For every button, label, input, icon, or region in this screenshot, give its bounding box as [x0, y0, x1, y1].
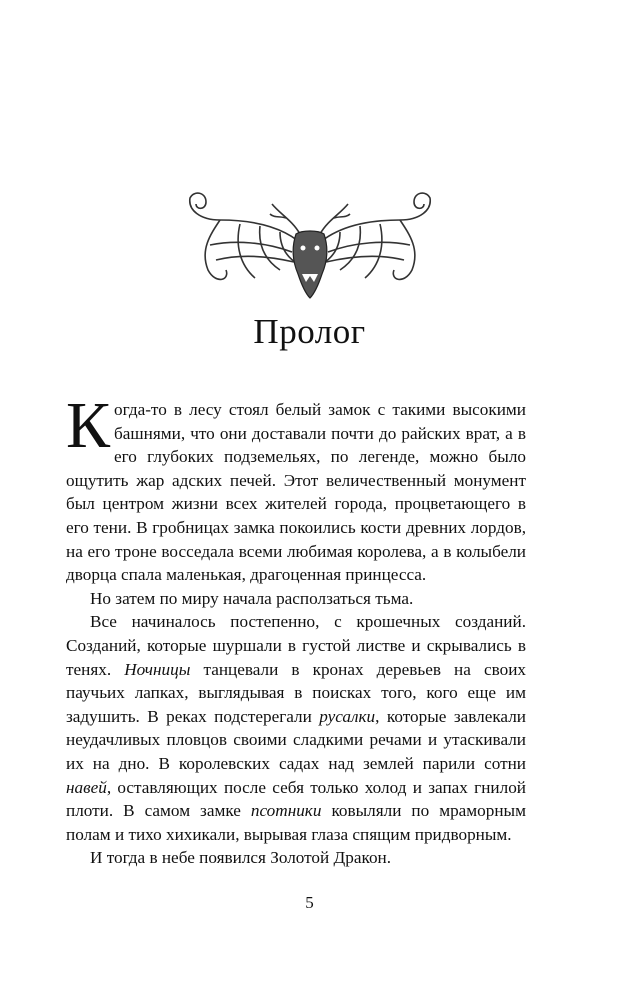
paragraph-1	[66, 389, 526, 587]
italic-term-navey: навей	[66, 777, 107, 797]
paragraph-2: Но затем по миру начала расползаться тьма.	[90, 588, 414, 608]
drop-cap: К	[66, 389, 111, 462]
chapter-title: Пролог	[253, 312, 366, 351]
italic-term-psotniki: псотники	[250, 801, 322, 821]
paragraph-4: И тогда в небе появился Золотой Дракон.	[90, 848, 392, 868]
paragraph-text: ковыляли по мраморным полам и тихо хихикали, вырывая глаза спящим придворным.	[66, 801, 526, 844]
paragraph-text: Все начиналось постепенно, с крошечных созданий. Созданий, которые шуршали в густой листве и скрывались в тенях.	[66, 612, 526, 679]
italic-term-rusalki: русалки	[319, 706, 376, 726]
paragraph-text: , оставляющих после себя только холод и запах гнилой плоти. В самом замке	[66, 777, 526, 821]
paragraph-3	[66, 610, 526, 846]
page-number: 5	[305, 893, 314, 912]
paragraph-text: танцевали в кронах деревьев на своих паучьих лапках, выглядывая в поисках того, кого еще им задушить. В реках подстерегали	[66, 659, 527, 726]
paragraph-text: огда-то в лесу стоял белый замок с такими высокими башнями, что они доставали почти до райских врат, а в его глубоких подземельях, по легенде, можно было ощутить жар адских печей. Этот величественный монумент был центром жизни всех жителей города, процветающего в его тени. В гробницах замка покоились кости древних лордов, на его троне восседала всеми любимая королева, а в колыбели дворца спала маленькая, драгоценная принцесса.	[66, 400, 526, 585]
body-text	[66, 389, 527, 870]
italic-term-nochnitsy: Ночницы	[124, 659, 191, 679]
dragon-head-ornament-icon	[180, 190, 440, 305]
paragraph-text: , которые завлекали неудачливых пловцов своими сладкими речами и утаскивали их на дно. В королевских садах над землей парили сотни	[66, 706, 526, 773]
